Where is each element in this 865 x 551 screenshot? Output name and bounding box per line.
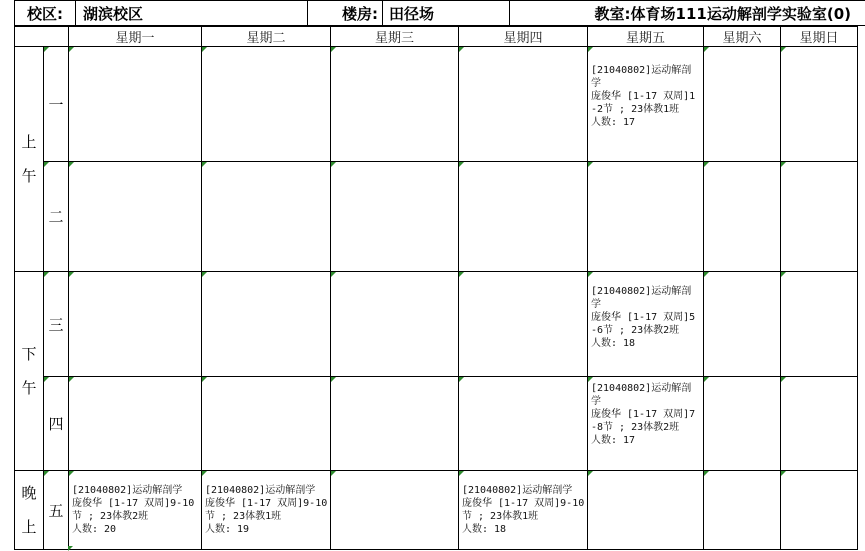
day-header-mon: 星期一 [69, 27, 202, 47]
cell-p1-sun[interactable] [781, 47, 858, 162]
day-header-tue: 星期二 [202, 27, 331, 47]
cell-p4-wed[interactable] [331, 377, 459, 471]
period-label-2: 二 [44, 162, 69, 272]
cell-p1-thu[interactable] [459, 47, 588, 162]
cell-p2-mon[interactable] [69, 162, 202, 272]
header-bar [0, 0, 865, 27]
cell-p3-sat[interactable] [704, 272, 781, 377]
cell-p4-sat[interactable] [704, 377, 781, 471]
building-value: 田径场 [382, 0, 510, 26]
cell-p2-thu[interactable] [459, 162, 588, 272]
period-label-5: 五 [44, 471, 69, 550]
campus-value: 湖滨校区 [76, 0, 308, 26]
building-label: 楼房: [308, 0, 382, 26]
cell-p2-sat[interactable] [704, 162, 781, 272]
cell-p3-wed[interactable] [331, 272, 459, 377]
day-header-thu: 星期四 [459, 27, 588, 47]
cell-p4-mon[interactable] [69, 377, 202, 471]
cell-p2-tue[interactable] [202, 162, 331, 272]
next-row-strip [14, 546, 865, 551]
cell-p1-mon[interactable] [69, 47, 202, 162]
cell-p5-sat[interactable] [704, 471, 781, 550]
cell-p3-mon[interactable] [69, 272, 202, 377]
segment-morning [15, 47, 44, 272]
segment-evening-label-b: 上 [21, 518, 37, 536]
course-entry: [21040802]运动解剖学 庞俊华 [1-17 双周]9-10节 ; 23体教1班 人数: 19 [205, 485, 328, 535]
cell-p4-fri[interactable] [588, 377, 704, 471]
campus-label: 校区: [14, 0, 76, 26]
cell-p2-sun[interactable] [781, 162, 858, 272]
course-entry: [21040802]运动解剖学 庞俊华 [1-17 双周]7-8节 ; 23体教2班 人数: 17 [591, 383, 696, 446]
day-header-wed: 星期三 [331, 27, 459, 47]
cell-p4-thu[interactable] [459, 377, 588, 471]
cell-p4-tue[interactable] [202, 377, 331, 471]
cell-p5-mon[interactable] [69, 471, 202, 550]
course-entry: [21040802]运动解剖学 庞俊华 [1-17 双周]1-2节 ; 23体教1班 人数: 17 [591, 65, 696, 128]
cell-p1-sat[interactable] [704, 47, 781, 162]
cell-p4-sun[interactable] [781, 377, 858, 471]
corner-header [15, 27, 69, 47]
segment-afternoon-label-b: 午 [21, 379, 37, 397]
segment-evening [15, 471, 44, 550]
period-label-1: 一 [44, 47, 69, 162]
cell-p5-wed[interactable] [331, 471, 459, 550]
timetable [14, 26, 858, 550]
cell-p1-fri[interactable] [588, 47, 704, 162]
segment-afternoon-label-a: 下 [21, 345, 37, 363]
cell-p5-fri[interactable] [588, 471, 704, 550]
classroom-value: 体育场111运动解剖学实验室(0) [630, 5, 851, 23]
cell-p3-fri[interactable] [588, 272, 704, 377]
day-header-sat: 星期六 [704, 27, 781, 47]
classroom-label-value [510, 0, 865, 26]
day-header-fri: 星期五 [588, 27, 704, 47]
segment-evening-label-a: 晚 [21, 484, 37, 502]
segment-afternoon [15, 272, 44, 471]
corner-marker-icon [68, 546, 73, 551]
course-entry: [21040802]运动解剖学 庞俊华 [1-17 双周]5-6节 ; 23体教2班 人数: 18 [591, 286, 696, 349]
cell-p1-tue[interactable] [202, 47, 331, 162]
course-entry: [21040802]运动解剖学 庞俊华 [1-17 双周]9-10节 ; 23体教2班 人数: 20 [72, 485, 195, 535]
cell-p2-fri[interactable] [588, 162, 704, 272]
cell-p5-sun[interactable] [781, 471, 858, 550]
cell-p3-thu[interactable] [459, 272, 588, 377]
cell-p3-sun[interactable] [781, 272, 858, 377]
period-label-3: 三 [44, 272, 69, 377]
cell-p2-wed[interactable] [331, 162, 459, 272]
course-entry: [21040802]运动解剖学 庞俊华 [1-17 双周]9-10节 ; 23体教1班 人数: 18 [462, 485, 585, 535]
day-header-sun: 星期日 [781, 27, 858, 47]
classroom-label: 教室: [594, 5, 631, 23]
segment-morning-label-b: 午 [21, 167, 37, 185]
cell-p3-tue[interactable] [202, 272, 331, 377]
cell-p1-wed[interactable] [331, 47, 459, 162]
cell-p5-thu[interactable] [459, 471, 588, 550]
segment-morning-label-a: 上 [21, 133, 37, 151]
cell-p5-tue[interactable] [202, 471, 331, 550]
period-label-4: 四 [44, 377, 69, 471]
